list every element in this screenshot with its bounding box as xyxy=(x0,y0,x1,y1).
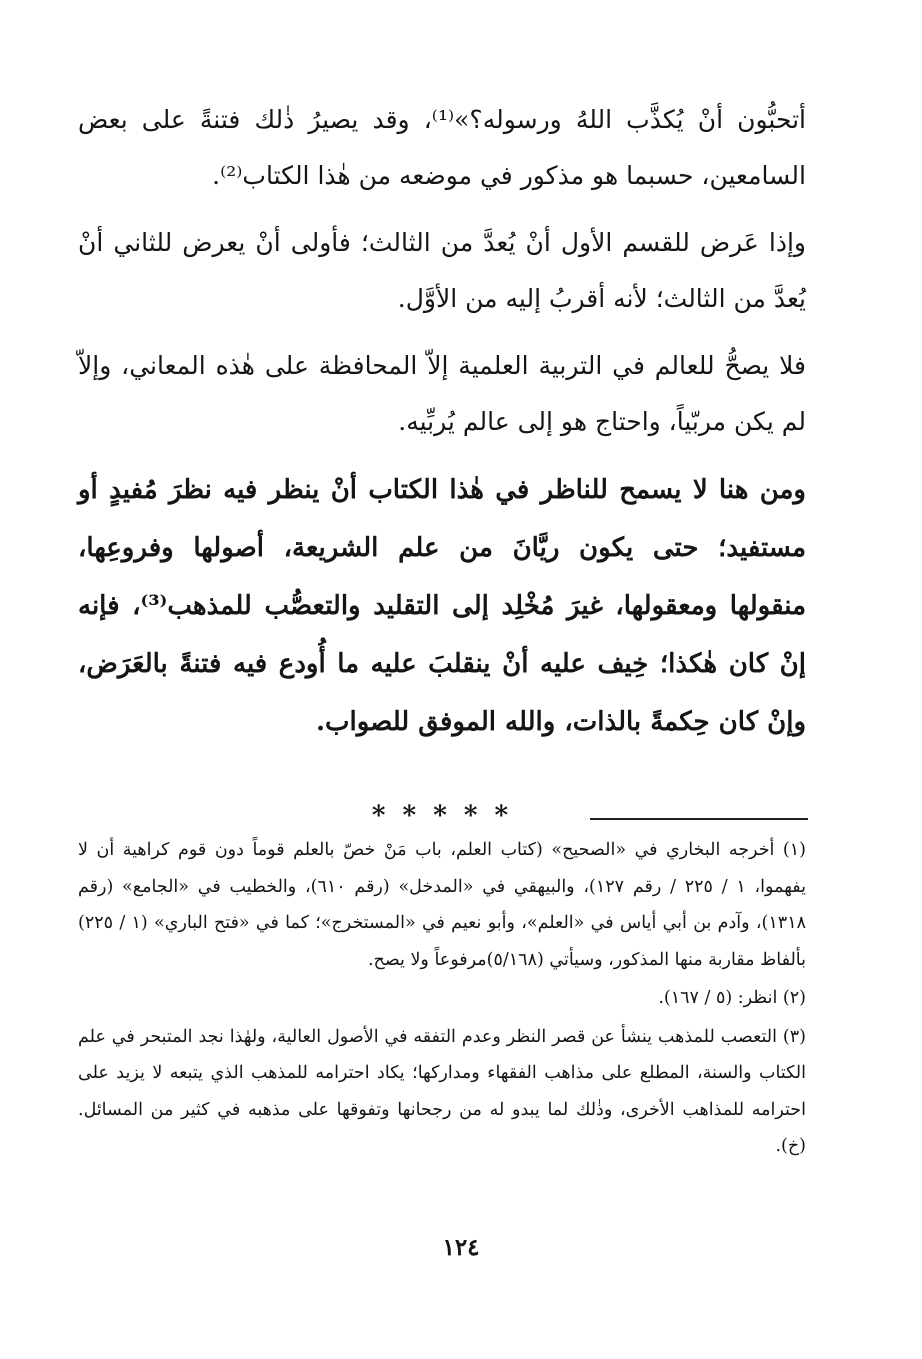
footnote-3: (٣) التعصب للمذهب ينشأ عن قصر النظر وعدم التفقه في الأصول العالية، ولهٰذا نجد المتبحر في علم الكتاب والسنة، المطلع على مذاهب الفقهاء ومداركها؛ يكاد احترامه للمذهب الذي يتبعه لا يزيد على احترامه للمذاهب الأخرى، وذٰلك لما يبدو له من رجحانها وتفوقها على مذهبه في كثير من المسائل. (خ). xyxy=(78,1026,806,1156)
section-separator: * * * * * xyxy=(371,801,513,831)
footnotes xyxy=(78,832,806,1165)
paragraph-3: فلا يصحُّ للعالم في التربية العلمية إلاّ المحافظة على هٰذه المعاني، وإلاّ لم يكن مربّياً، واحتاج هو إلى عالم يُربِّيه. xyxy=(78,351,806,436)
main-text xyxy=(78,92,806,831)
paragraph-4: ومن هنا لا يسمح للناظر في هٰذا الكتاب أنْ ينظر فيه نظرَ مُفيدٍ أو مستفيد؛ حتى يكون ريَّانَ من علم الشريعة، أصولها وفروعِها، منقولها ومعقولها، غيرَ مُخْلِد إلى التقليد والتعصُّب للمذهب⁽³⁾، فإنه إنْ كان هٰكذا؛ خِيف عليه أنْ ينقلبَ عليه ما أُودع فيه فتنةً بالعَرَض، وإنْ كان حِكمةً بالذات، والله الموفق للصواب. xyxy=(78,475,806,737)
page-number: ١٢٤ xyxy=(442,1234,480,1261)
paragraph-2: وإذا عَرض للقسم الأول أنْ يُعدَّ من الثالث؛ فأولى أنْ يعرض للثاني أنْ يُعدَّ من الثالث؛ لأنه أقربُ إليه من الأوَّل. xyxy=(78,228,806,313)
footnote-divider xyxy=(590,818,808,820)
footnote-1: (١) أخرجه البخاري في «الصحيح» (كتاب العلم، باب مَنْ خصّ بالعلم قوماً دون قوم كراهية أن لا يفهموا، ١ / ٢٢٥ / رقم ١٢٧)، والبيهقي في «المدخل» (رقم ٦١٠)، والخطيب في «الجامع» (رقم ١٣١٨)، وآدم بن أبي أياس في «العلم»، وأبو نعيم في «المستخرج»؛ كما في «فتح الباري» (١ / ٢٢٥) بألفاظ مقاربة منها المذكور، وسيأتي (٥/١٦٨)مرفوعاً ولا يصح. xyxy=(78,840,806,970)
paragraph-1: أتحبُّون أنْ يُكذَّب اللهُ ورسوله؟»⁽¹⁾، وقد يصيرُ ذٰلك فتنةً على بعض السامعين، حسبما هو مذكور في موضعه من هٰذا الكتاب⁽²⁾. xyxy=(78,105,806,190)
footnote-2: (٢) انظر: (٥ / ١٦٧). xyxy=(658,988,806,1008)
